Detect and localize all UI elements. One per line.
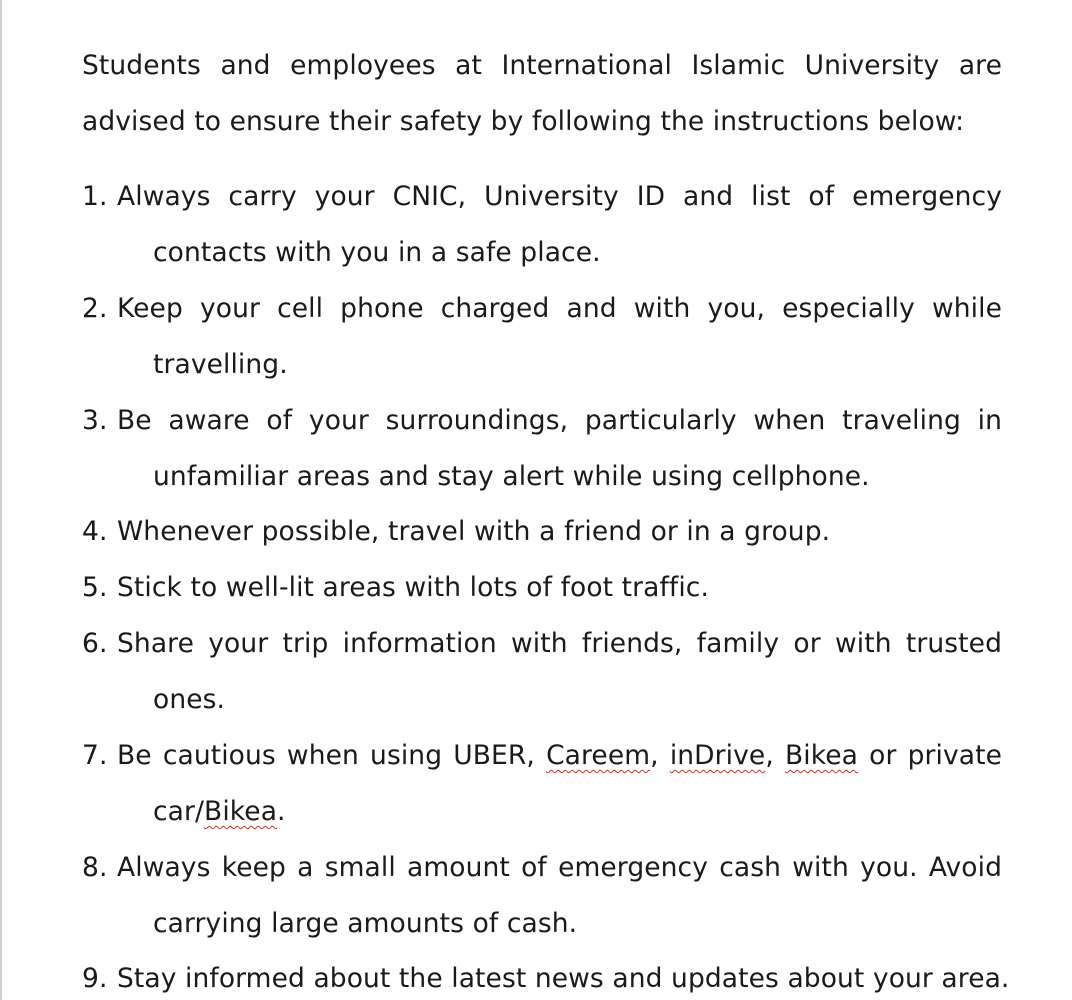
list-number: 4. — [82, 516, 108, 547]
list-item — [82, 739, 1002, 773]
text-fragment: , — [650, 740, 670, 771]
misspelled-word[interactable]: Bikea — [204, 796, 278, 827]
misspelled-word[interactable]: inDrive — [669, 740, 766, 771]
list-number: 9. — [82, 963, 108, 994]
list-number: 7. — [82, 740, 108, 771]
misspelled-word[interactable]: Careem — [546, 740, 651, 771]
list-item — [82, 292, 1002, 326]
list-item — [82, 851, 1002, 885]
list-number: 1. — [82, 181, 108, 212]
list-item-continuation: ones. — [153, 684, 226, 715]
list-item — [82, 404, 1002, 438]
list-item-continuation: contacts with you in a safe place. — [153, 237, 601, 268]
list-item-text: Stick to well-lit areas with lots of foot traffic. — [117, 572, 709, 603]
intro-line-2: advised to ensure their safety by following the instructions below: — [82, 106, 965, 137]
intro-line-1: Students and employees at International Islamic University are — [82, 50, 1002, 81]
list-item-text: Keep your cell phone charged and with you, especially while — [117, 293, 1002, 324]
list-item-text: Stay informed about the latest news and updates about your area. — [117, 963, 1010, 994]
text-fragment: . — [277, 796, 286, 827]
list-item-text: Always carry your CNIC, University ID and list of emergency — [117, 181, 1002, 212]
list-number: 5. — [82, 572, 108, 603]
list-item-text — [117, 739, 1002, 773]
list-item-continuation: unfamiliar areas and stay alert while using cellphone. — [153, 461, 870, 492]
misspelled-word[interactable]: Bikea — [785, 740, 858, 771]
text-fragment: or private — [858, 740, 1002, 771]
list-number: 3. — [82, 405, 108, 436]
list-item — [82, 515, 1002, 549]
list-item — [82, 627, 1002, 661]
list-number: 6. — [82, 628, 108, 659]
list-item — [82, 962, 1010, 996]
text-fragment: car/ — [153, 796, 205, 827]
text-fragment: Be cautious when using UBER, — [117, 740, 547, 771]
list-item-text: Always keep a small amount of emergency cash with you. Avoid — [117, 852, 1002, 883]
list-number: 8. — [82, 852, 108, 883]
list-item-text: Share your trip information with friends, family or with trusted — [117, 628, 1002, 659]
list-number: 2. — [82, 293, 108, 324]
text-fragment: , — [765, 740, 785, 771]
list-item-continuation: travelling. — [153, 349, 288, 380]
list-item-text: Be aware of your surroundings, particularly when traveling in — [117, 405, 1002, 436]
list-item — [82, 571, 1002, 605]
list-item-text: Whenever possible, travel with a friend or in a group. — [117, 516, 831, 547]
list-item — [82, 180, 1002, 214]
list-item-continuation — [153, 795, 1002, 829]
list-item-continuation: carrying large amounts of cash. — [153, 908, 578, 939]
